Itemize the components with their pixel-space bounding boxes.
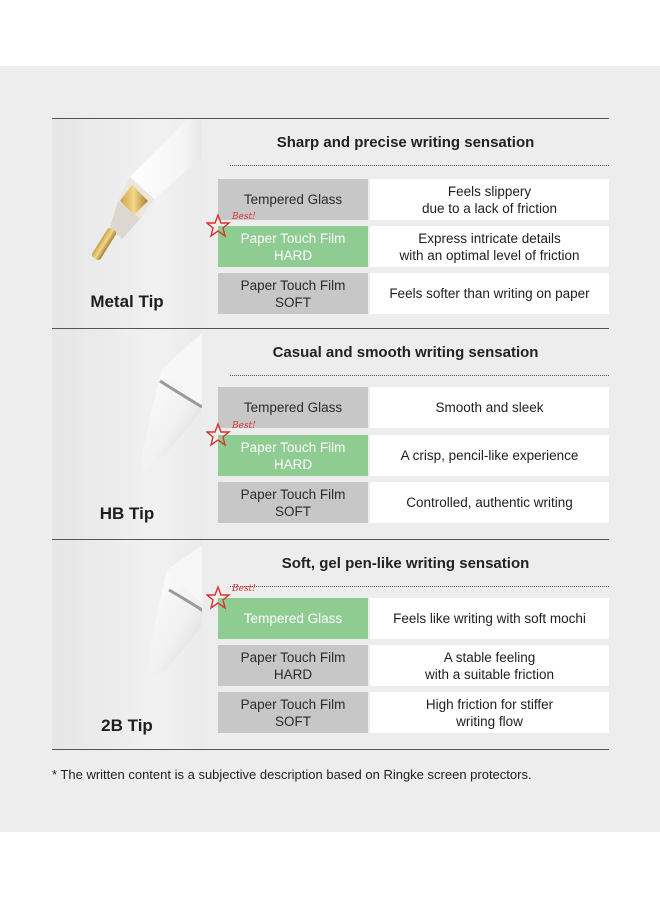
film-cell: Tempered Glass (218, 179, 368, 220)
bottom-divider (52, 749, 609, 750)
description-cell: A stable feeling with a suitable friction (370, 645, 609, 686)
table-row (218, 421, 609, 476)
description-cell: Feels like writing with soft mochi (370, 598, 609, 639)
dotted-divider (230, 375, 609, 376)
table-row (218, 584, 609, 639)
film-cell: Paper Touch Film HARD (218, 645, 368, 686)
section-title: Soft, gel pen-like writing sensation (281, 555, 530, 572)
description-cell: Controlled, authentic writing (370, 482, 609, 523)
film-cell: Paper Touch Film SOFT (218, 273, 368, 314)
tip-label: 2B Tip (101, 716, 153, 735)
best-badge: Best! (232, 421, 256, 431)
description-cell: High friction for stiffer writing flow (370, 692, 609, 733)
dotted-divider (230, 586, 609, 587)
film-cell-best: Paper Touch Film HARD (218, 435, 368, 476)
description-cell: Smooth and sleek (370, 387, 609, 428)
description-cell: A crisp, pencil-like experience (370, 435, 609, 476)
tip-image-box (52, 540, 202, 749)
tip-label: Metal Tip (90, 292, 164, 311)
description-cell: Feels slippery due to a lack of friction (370, 179, 609, 220)
table-row (218, 692, 609, 733)
section-title: Sharp and precise writing sensation (276, 134, 535, 151)
tip-image-box (52, 329, 202, 539)
tip-image-box (52, 119, 202, 328)
footnote: * The written content is a subjective description based on Ringke screen protectors. (52, 767, 532, 782)
film-cell: Paper Touch Film SOFT (218, 692, 368, 733)
film-cell: Tempered Glass (218, 387, 368, 428)
best-badge: Best! (232, 212, 256, 222)
section-metal-tip (52, 119, 609, 328)
table-row (218, 179, 609, 220)
film-cell-best: Tempered Glass (218, 598, 368, 639)
table-row (218, 273, 609, 314)
section-hb-tip (52, 329, 609, 539)
film-cell-best: Paper Touch Film HARD (218, 226, 368, 267)
section-title: Casual and smooth writing sensation (272, 344, 539, 361)
best-badge: Best! (232, 584, 256, 594)
table-row (218, 212, 609, 267)
dotted-divider (230, 165, 609, 166)
tip-label: HB Tip (99, 504, 155, 523)
film-cell: Paper Touch Film SOFT (218, 482, 368, 523)
table-row (218, 645, 609, 686)
description-cell: Express intricate details with an optimal level of friction (370, 226, 609, 267)
description-cell: Feels softer than writing on paper (370, 273, 609, 314)
section-2b-tip (52, 540, 609, 749)
table-row (218, 482, 609, 523)
table-row (218, 387, 609, 428)
